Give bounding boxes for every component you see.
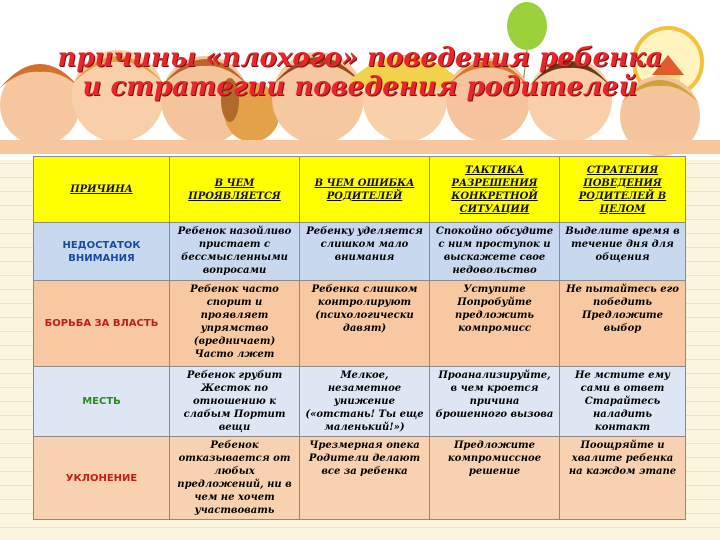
table-row [34, 281, 686, 367]
tactic-cell: Спокойно обсудите с ним проступок и выскажете свое недовольство [430, 223, 560, 281]
header-strategy: СТРАТЕГИЯ ПОВЕДЕНИЯ РОДИТЕЛЕЙ В ЦЕЛОМ [560, 157, 686, 223]
manifestation-cell: Ребенок грубит Жесток по отношению к слабым Портит вещи [170, 367, 300, 437]
behavior-reasons-table [33, 156, 686, 520]
header-tactic: ТАКТИКА РАЗРЕШЕНИЯ КОНКРЕТНОЙ СИТУАЦИИ [430, 157, 560, 223]
header-manifestation: В ЧЕМ ПРОЯВЛЯЕТСЯ [170, 157, 300, 223]
manifestation-cell: Ребенок часто спорит и проявляет упрямство (вредничает) Часто лжет [170, 281, 300, 367]
strategy-cell: Не пытайтесь его победить Предложите выбор [560, 281, 686, 367]
strategy-cell: Поощряйте и хвалите ребенка на каждом этапе [560, 437, 686, 520]
tactic-cell: Уступите Попробуйте предложить компромисс [430, 281, 560, 367]
tactic-cell: Проанализируйте, в чем кроется причина брошенного вызова [430, 367, 560, 437]
strategy-cell: Не мстите ему сами в ответ Старайтесь наладить контакт [560, 367, 686, 437]
header-reason: ПРИЧИНА [34, 157, 170, 223]
slide-title [0, 44, 720, 102]
reason-cell: НЕДОСТАТОК ВНИМАНИЯ [34, 223, 170, 281]
table-row [34, 437, 686, 520]
table-row [34, 223, 686, 281]
reason-cell: МЕСТЬ [34, 367, 170, 437]
header-parent-mistake: В ЧЕМ ОШИБКА РОДИТЕЛЕЙ [300, 157, 430, 223]
table-row [34, 367, 686, 437]
manifestation-cell: Ребенок отказывается от любых предложений, ни в чем не хочет участвовать [170, 437, 300, 520]
mistake-cell: Ребенку уделяется слишком мало внимания [300, 223, 430, 281]
mistake-cell: Ребенка слишком контролируют (психологически давят) [300, 281, 430, 367]
tactic-cell: Предложите компромиссное решение [430, 437, 560, 520]
mistake-cell: Мелкое, незаметное унижение («отстань! Ты еще маленький!») [300, 367, 430, 437]
slide-title-line-1: причины «плохого» поведения ребенка [57, 43, 663, 73]
manifestation-cell: Ребенок назойливо пристает с бессмысленными вопросами [170, 223, 300, 281]
slide-title-line-2: и стратегии поведения родителей [82, 72, 638, 102]
reason-cell: БОРЬБА ЗА ВЛАСТЬ [34, 281, 170, 367]
mistake-cell: Чрезмерная опека Родители делают все за ребенка [300, 437, 430, 520]
reason-cell: УКЛОНЕНИЕ [34, 437, 170, 520]
table-header-row [34, 157, 686, 223]
strategy-cell: Выделите время в течение дня для общения [560, 223, 686, 281]
